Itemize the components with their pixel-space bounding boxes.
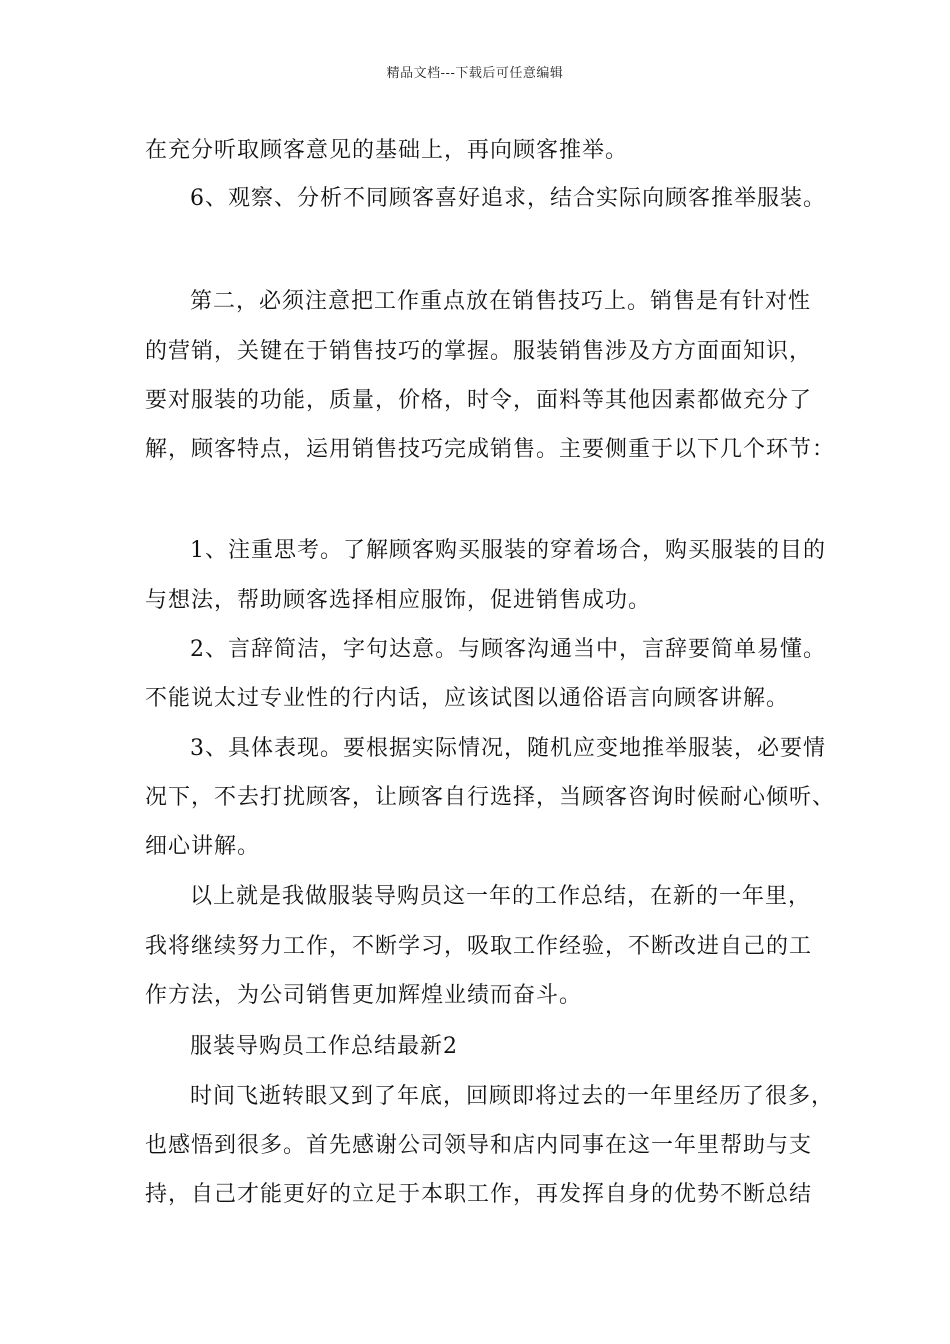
- body-line: 况下，不去打扰顾客，让顾客自行选择，当顾客咨询时候耐心倾听、: [145, 785, 836, 810]
- body-line: 第二，必须注意把工作重点放在销售技巧上。销售是有针对性: [190, 289, 812, 314]
- body-line: 也感悟到很多。首先感谢公司领导和店内同事在这一年里帮助与支: [145, 1133, 813, 1158]
- list-item-1: 1、注重思考。了解顾客购买服装的穿着场合，购买服装的目的: [190, 538, 826, 563]
- body-line: 的营销，关键在于销售技巧的掌握。服装销售涉及方方面面知识，: [145, 339, 813, 364]
- body-line: 以上就是我做服装导购员这一年的工作总结，在新的一年里，: [190, 884, 812, 909]
- body-line: 解，顾客特点，运用销售技巧完成销售。主要侧重于以下几个环节：: [145, 437, 836, 462]
- body-line: 我将继续努力工作，不断学习，吸取工作经验，不断改进自己的工: [145, 934, 813, 959]
- body-line: 时间飞逝转眼又到了年底，回顾即将过去的一年里经历了很多，: [190, 1084, 835, 1109]
- section-heading: 服装导购员工作总结最新2: [190, 1034, 458, 1059]
- body-line: 不能说太过专业性的行内话，应该试图以通俗语言向顾客讲解。: [145, 686, 790, 711]
- page-header: 精品文档---下载后可任意编辑: [386, 66, 564, 81]
- list-item-6: 6、观察、分析不同顾客喜好追求，结合实际向顾客推举服装。: [190, 186, 826, 211]
- body-line: 在充分听取顾客意见的基础上，再向顾客推举。: [145, 138, 629, 163]
- body-line: 要对服装的功能，质量，价格，时令，面料等其他因素都做充分了: [145, 388, 813, 413]
- body-line: 与想法，帮助顾客选择相应服饰，促进销售成功。: [145, 588, 652, 613]
- list-item-2: 2、言辞简洁，字句达意。与顾客沟通当中，言辞要简单易懂。: [190, 637, 826, 662]
- body-line: 作方法，为公司销售更加辉煌业绩而奋斗。: [145, 983, 583, 1008]
- body-line: 细心讲解。: [145, 834, 261, 859]
- list-item-3: 3、具体表现。要根据实际情况，随机应变地推举服装，必要情: [190, 736, 826, 761]
- body-line: 持，自己才能更好的立足于本职工作，再发挥自身的优势不断总结: [145, 1182, 813, 1207]
